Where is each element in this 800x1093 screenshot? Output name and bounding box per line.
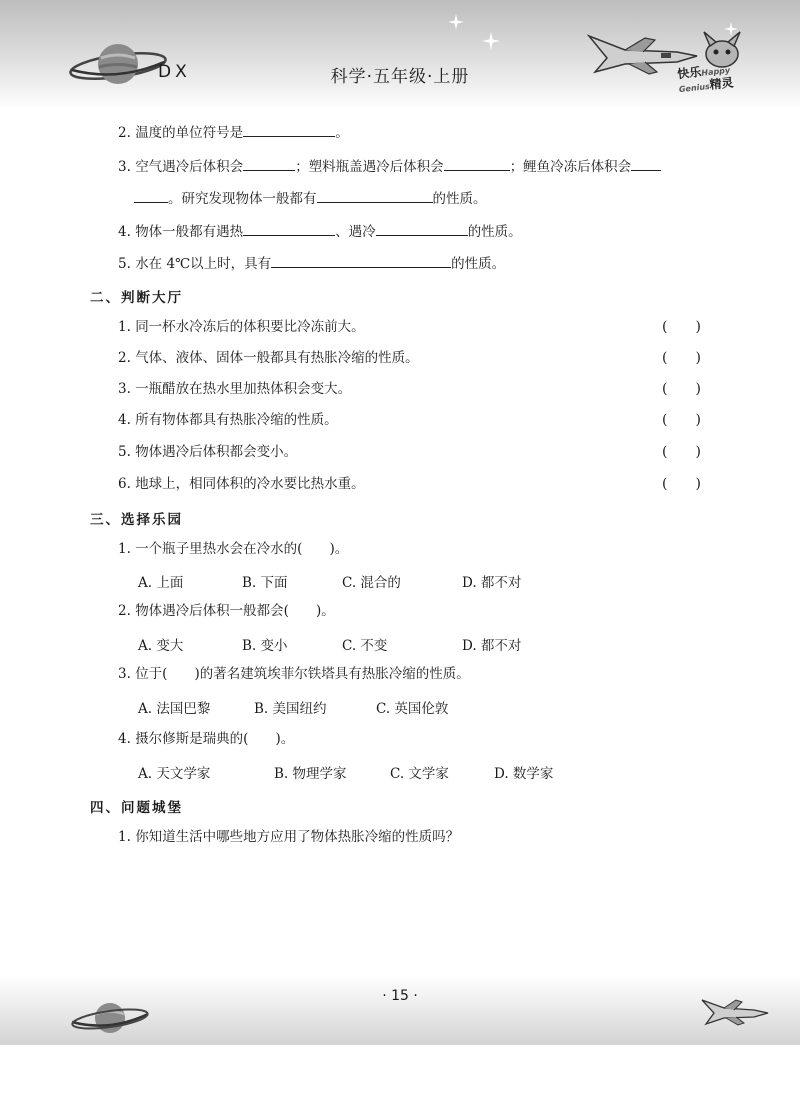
fill-question-3	[118, 156, 661, 176]
series-code: DX	[158, 62, 191, 82]
choice-option[interactable]: D. 都不对	[462, 575, 522, 591]
choice-question	[118, 730, 294, 748]
answer-parentheses[interactable]: ( )	[662, 350, 701, 366]
question-number: 3.	[118, 666, 131, 682]
question-text: 水在 4℃以上时，具有	[135, 256, 272, 272]
star-icon	[482, 32, 500, 50]
question-number: 3.	[118, 159, 131, 175]
question-text: ；塑料瓶盖遇冷后体积会	[295, 159, 444, 175]
answer-blank[interactable]	[243, 122, 335, 137]
choice-option[interactable]: D. 都不对	[462, 638, 522, 654]
question-number: 6.	[118, 476, 131, 492]
choice-option[interactable]: C. 文学家	[390, 766, 449, 782]
choice-question	[118, 665, 470, 683]
question-text: 一个瓶子里热水会在冷水的( )。	[135, 541, 349, 557]
section-title-choice: 三、选择乐园	[90, 512, 183, 528]
question-text: 的性质。	[467, 224, 522, 240]
question-text: 同一杯水冷冻后的体积要比冷冻前大。	[135, 319, 365, 335]
judge-item	[118, 475, 365, 493]
fill-question-5	[118, 253, 505, 273]
question-number: 1.	[118, 541, 131, 557]
judge-item	[118, 318, 365, 336]
question-text: 所有物体都具有热胀冷缩的性质。	[135, 412, 338, 428]
page-number: · 15 ·	[382, 988, 418, 1004]
answer-parentheses[interactable]: ( )	[662, 476, 701, 492]
answer-blank[interactable]	[444, 156, 510, 171]
question-text: 的性质。	[432, 191, 487, 207]
answer-parentheses[interactable]: ( )	[662, 319, 701, 335]
question-text: 物体一般都有遇热	[135, 224, 244, 240]
question-number: 4.	[118, 731, 131, 747]
fill-question-2	[118, 122, 349, 142]
choice-option[interactable]: B. 美国纽约	[254, 701, 327, 717]
answer-parentheses[interactable]: ( )	[662, 381, 701, 397]
question-number: 1.	[118, 829, 131, 845]
question-number: 4.	[118, 224, 131, 240]
choice-option[interactable]: C. 混合的	[342, 575, 401, 591]
question-text: 的性质。	[451, 256, 506, 272]
fill-question-3-cont	[134, 188, 487, 208]
question-number: 2.	[118, 350, 131, 366]
page-margin	[0, 1045, 800, 1093]
question-number: 2.	[118, 603, 131, 619]
open-question	[118, 828, 459, 846]
question-text: 温度的单位符号是	[135, 125, 244, 141]
question-text: 气体、液体、固体一般都具有热胀冷缩的性质。	[135, 350, 419, 366]
logo-tail: 精灵	[708, 75, 735, 92]
logo-main: 快乐	[676, 64, 702, 82]
choice-option[interactable]: A. 变大	[138, 638, 184, 654]
choice-option[interactable]: A. 上面	[138, 575, 184, 591]
choice-question	[118, 540, 348, 558]
choice-option[interactable]: D. 数学家	[494, 766, 554, 782]
choice-option[interactable]: B. 物理学家	[274, 766, 347, 782]
question-number: 4.	[118, 412, 131, 428]
question-text: 物体遇冷后体积都会变小。	[135, 444, 298, 460]
star-icon	[448, 14, 464, 30]
question-number: 3.	[118, 381, 131, 397]
choice-option[interactable]: C. 英国伦敦	[376, 701, 449, 717]
question-text: 地球上，相同体积的冷水要比热水重。	[135, 476, 365, 492]
page-title: 科学·五年级·上册	[330, 67, 470, 87]
judge-item	[118, 443, 297, 461]
question-text: ；鲤鱼冷冻后体积会	[509, 159, 632, 175]
answer-parentheses[interactable]: ( )	[662, 412, 701, 428]
choice-option[interactable]: B. 下面	[242, 575, 288, 591]
answer-blank[interactable]	[134, 188, 168, 203]
question-text: 物体遇冷后体积一般都会( )。	[135, 603, 335, 619]
choice-question	[118, 602, 335, 620]
choice-option[interactable]: C. 不变	[342, 638, 388, 654]
answer-blank[interactable]	[376, 221, 468, 236]
answer-blank[interactable]	[243, 156, 295, 171]
answer-blank[interactable]	[631, 156, 661, 171]
answer-blank[interactable]	[317, 188, 433, 203]
judge-item	[118, 349, 419, 367]
fill-question-4	[118, 221, 522, 241]
choice-option[interactable]: B. 变小	[242, 638, 288, 654]
question-number: 5.	[118, 444, 131, 460]
question-text: 位于( )的著名建筑埃菲尔铁塔具有热胀冷缩的性质。	[135, 666, 470, 682]
choice-option[interactable]: A. 法国巴黎	[138, 701, 211, 717]
question-text: 摄尔修斯是瑞典的( )。	[135, 731, 295, 747]
question-text: 。研究发现物体一般都有	[168, 191, 317, 207]
section-title-question: 四、问题城堡	[90, 800, 183, 816]
judge-item	[118, 380, 351, 398]
question-number: 5.	[118, 256, 131, 272]
question-text: 空气遇冷后体积会	[135, 159, 244, 175]
answer-blank[interactable]	[243, 221, 335, 236]
answer-blank[interactable]	[271, 253, 451, 268]
question-number: 1.	[118, 319, 131, 335]
choice-option[interactable]: A. 天文学家	[138, 766, 211, 782]
question-text: 。	[335, 125, 349, 141]
section-title-judge: 二、判断大厅	[90, 290, 183, 306]
judge-item	[118, 411, 338, 429]
question-text: 你知道生活中哪些地方应用了物体热胀冷缩的性质吗？	[135, 829, 460, 845]
question-number: 2.	[118, 125, 131, 141]
answer-parentheses[interactable]: ( )	[662, 444, 701, 460]
logo-sub: Happy Genius	[678, 65, 731, 95]
question-text: 一瓶醋放在热水里加热体积会变大。	[135, 381, 352, 397]
question-text: 、遇冷	[335, 224, 376, 240]
